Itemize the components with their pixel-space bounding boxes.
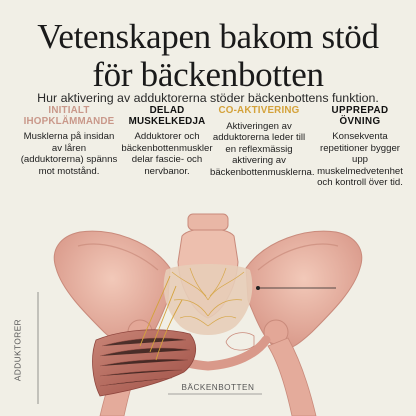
right-iliac-wing <box>246 231 362 350</box>
column-text: Konsekventa repetitioner bygger upp muskelmedvetenhet och kontroll över tid. <box>317 131 403 189</box>
lumbar-vertebra <box>188 214 228 230</box>
title-line-1: Vetenskapen bakom stöd <box>37 17 379 56</box>
pointer-dot <box>256 286 260 290</box>
obturator-right <box>226 333 254 350</box>
column-heading: INITIALT IHOPKLÄMMANDE <box>23 105 115 127</box>
column-text: Aktiveringen av adduktorerna leder till en reflexmässig aktivering av bäckenbottenmusklerna. <box>210 120 315 178</box>
column-heading: UPPREPAD ÖVNING <box>331 105 389 127</box>
column-heading: CO-AKTIVERING <box>218 105 300 116</box>
title-line-2: för bäckenbotten <box>92 55 324 94</box>
column-text: Musklerna på insidan av låren (adduktorerna) spänns mot motstånd. <box>20 131 118 177</box>
subtitle: Hur aktivering av adduktorerna stöder bäckenbottens funktion. <box>37 91 379 105</box>
pelvic-floor-label: BÄCKENBOTTEN <box>181 383 255 392</box>
column-heading: DELAD MUSKELKEDJA <box>128 105 206 127</box>
column-text: Adduktorer och bäckenbottenmuskler delar fascie- och nervbanor. <box>121 131 213 177</box>
right-femur <box>268 338 316 416</box>
adductor-label: ADDUKTORER <box>13 318 23 382</box>
